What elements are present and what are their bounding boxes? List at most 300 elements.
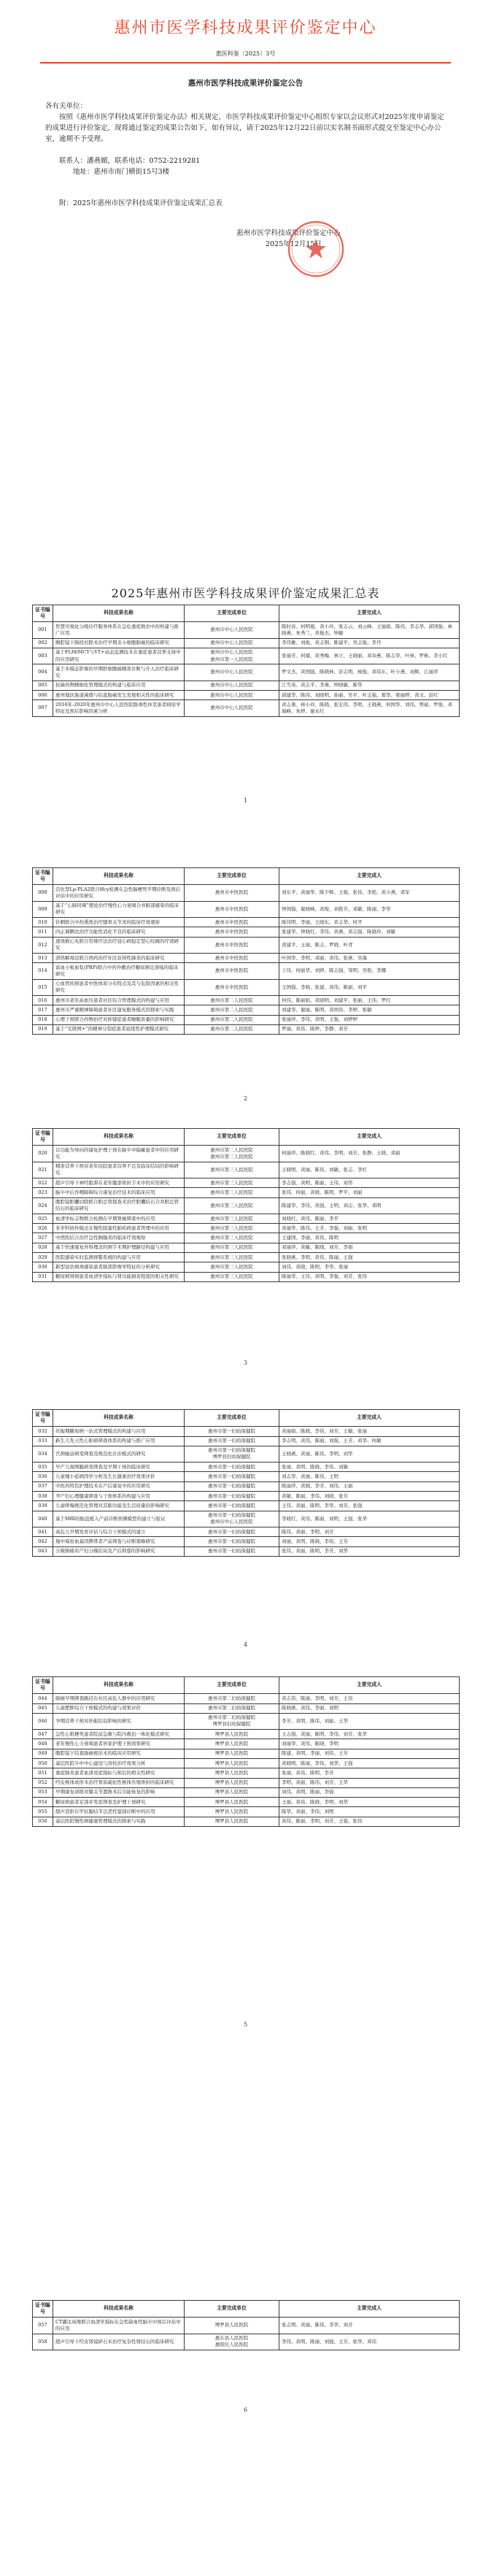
cell-cert-number: 037 <box>33 1481 53 1491</box>
table-row <box>33 1024 460 1034</box>
table-row <box>33 917 460 927</box>
cell-completing-units: 惠州市第三人民医院 <box>185 1233 279 1243</box>
cell-achievement-name: 超声引导下经皮肾镜碎石术治疗复杂性肾结石的临床研究 <box>53 2334 185 2350</box>
cell-completing-units: 惠州市第一妇幼保健院 <box>185 1427 279 1436</box>
table-header-row <box>33 1677 460 1694</box>
cell-cert-number: 050 <box>33 1759 53 1768</box>
cell-achievement-name: 惠州地区肠道菌群与结直肠癌发生发展相关性的临床研究 <box>53 690 185 699</box>
table-body <box>33 885 460 1035</box>
summary-title: 2025年惠州市医学科技成果评价鉴定成果汇总表 <box>111 586 380 600</box>
cell-completers: 张晓燕、李明、黄伟、陈丽、王强 <box>279 1253 460 1262</box>
cell-completers: 李晓红、黄伟、陈丽、刘明、王强、张华 <box>279 1511 460 1527</box>
table-row <box>33 1446 460 1462</box>
cell-completing-units: 惠州市第一妇幼保健院 <box>185 1527 279 1536</box>
summary-table <box>32 1128 460 1282</box>
cell-completers: 邱建华、陈伟、刘晓明、孙丽、吴平、叶志强、郑华、梁丽婷、黄文、彭红 <box>279 690 460 699</box>
table-row <box>33 681 460 690</box>
header-achievement-name: 科技成果名称 <box>53 1677 185 1694</box>
cell-cert-number: 049 <box>33 1749 53 1758</box>
cell-completing-units: 博罗县人民医院 <box>185 1739 279 1749</box>
table-row <box>33 1739 460 1749</box>
cell-completers: 黄敏、陈丽、李伟、刘晓、张芳 <box>279 1492 460 1501</box>
cell-achievement-name: 速效救心丸联合常规疗法治疗冠心病稳定型心绞痛的疗效研究 <box>53 937 185 953</box>
cell-completing-units: 惠州市第二人民医院 <box>185 1015 279 1024</box>
cell-achievement-name: 地中海贫血基因携带者产前筛查与诊断策略研究 <box>53 1537 185 1546</box>
signature-org: 惠州市医学科技成果评价鉴定中心 <box>236 229 341 237</box>
summary-table-page <box>32 1409 459 1557</box>
cell-achievement-name: 儿童哮喘规范化管理对其肺功能及生活质量的影响研究 <box>53 1501 185 1511</box>
summary-table-page <box>32 1128 459 1282</box>
cell-completing-units: 惠州市中心人民医院 <box>185 700 279 716</box>
table-header-row <box>33 1129 460 1146</box>
cell-completers: 陈丽华、王伟、黄明、李强、刘芳、张伟 <box>279 1272 460 1281</box>
table-row <box>33 979 460 995</box>
header-achievement-name: 科技成果名称 <box>53 605 185 622</box>
cell-achievement-name: 重症肺炎患者血清炎症指标与预后的相关性研究 <box>53 1768 185 1778</box>
cell-completers: 陈华、黄丽、李伟、刘明 <box>279 1807 460 1817</box>
cell-cert-number: 033 <box>33 1436 53 1446</box>
cell-completers: 王建国、李丽、黄伟、陈明 <box>279 1233 460 1243</box>
cell-achievement-name: 基层医院慢性病健康管理模式的探索与实践 <box>53 1817 185 1826</box>
table-row <box>33 885 460 901</box>
cell-cert-number: 017 <box>33 1005 53 1015</box>
table-row <box>33 953 460 962</box>
cell-completing-units: 博罗县人民医院 <box>185 1730 279 1739</box>
table-body <box>33 1694 460 1827</box>
address-line: 地址：惠州市南门横街15号3楼 <box>73 168 170 176</box>
cell-completers: 刘建华、谢丽、陈明、黄国伟、李婷、张敏 <box>279 1005 460 1015</box>
cell-completers: 黄志伟、陈丽、李明、刘芳、王伟 <box>279 1694 460 1703</box>
cell-completers: 陈建华、李伟、黄强、王明、刘志、张华、邓明 <box>279 1197 460 1214</box>
cell-completing-units: 惠州市中心人民医院 <box>185 638 279 648</box>
table-row <box>33 901 460 917</box>
header-completers: 主要完成人 <box>279 2301 460 2318</box>
cell-completers: 叶国华、李明、邓丽、黄伟、张燕、吴海 <box>279 953 460 962</box>
table-row <box>33 1501 460 1511</box>
cell-cert-number: 027 <box>33 1233 53 1243</box>
cell-cert-number: 008 <box>33 885 53 901</box>
cell-completing-units: 博罗县人民医院 <box>185 1749 279 1758</box>
table-row <box>33 1694 460 1703</box>
cell-completers: 何伟、陈丽娟、黄晓明、刘建平、张丽、王伟、罗红 <box>279 995 460 1005</box>
summary-table-page <box>32 605 459 717</box>
table-row <box>33 690 460 699</box>
cell-cert-number: 051 <box>33 1768 53 1778</box>
cell-completing-units: 惠州市中医医院 <box>185 953 279 962</box>
cell-completers: 张丽、黄明、陈晓、李伟、刘敏 <box>279 1463 460 1472</box>
salutation: 各有关单位： <box>45 102 88 110</box>
cell-cert-number: 013 <box>33 953 53 962</box>
cell-completing-units: 惠州市第二人民医院 <box>185 995 279 1005</box>
cell-completers: 黄建平、王丽、陈志、罗晓、叶青 <box>279 937 460 953</box>
cell-cert-number: 006 <box>33 690 53 699</box>
summary-table <box>32 605 460 717</box>
cell-completers: 王志强、黄丽、陈明、李伟、刘芳、张华 <box>279 1730 460 1739</box>
table-body <box>33 1146 460 1282</box>
cell-completing-units: 博罗县人民医院 <box>185 1787 279 1797</box>
cell-cert-number: 024 <box>33 1197 53 1214</box>
cell-completers: 张伟、黄丽、陈明、李芳、刘华 <box>279 1546 460 1556</box>
table-body <box>33 1427 460 1557</box>
cell-cert-number: 019 <box>33 1024 53 1034</box>
header-cert-number: 证书编号 <box>33 1129 53 1146</box>
cell-completers: 陈丽萍、黄晓、李芳、刘伟、王丽 <box>279 1481 460 1491</box>
cell-achievement-name: 早产儿视网膜病变筛查及早期干预的临床研究 <box>53 1463 185 1472</box>
cell-completers: 张伟、何丽、黄晓、陈明、罗平、刘丽 <box>279 1188 460 1197</box>
cell-completers: 王伟、黄丽、陈明、李华、刘芳、张强 <box>279 1501 460 1511</box>
cell-completing-units: 惠州市第三人民医院 <box>185 1162 279 1178</box>
header-completing-units: 主要完成单位 <box>185 1129 279 1146</box>
cell-completing-units: 惠州市第一妇幼保健院 <box>185 1463 279 1472</box>
cell-cert-number: 012 <box>33 937 53 953</box>
cell-achievement-name: 惠州市严重精神障碍患者社区康复服务模式的探索与实践 <box>53 1005 185 1015</box>
table-row <box>33 995 460 1005</box>
cell-completing-units: 惠州市第二人民医院 <box>185 1005 279 1015</box>
cell-completing-units: 惠州市第三人民医院 <box>185 1178 279 1187</box>
cell-completers: 李明、黄丽、陈伟、刘芳、王华 <box>279 1778 460 1787</box>
cell-achievement-name: 高危儿早期发育评估与综合干预模式的建立 <box>53 1527 185 1536</box>
table-row <box>33 1262 460 1272</box>
doc-number: 惠医科鉴〔2025〕3号 <box>215 50 276 57</box>
table-row <box>33 1778 460 1787</box>
cell-completing-units: 惠东县人民医院 惠阳区人民医院 <box>185 2334 279 2350</box>
cell-cert-number: 044 <box>33 1694 53 1703</box>
cell-cert-number: 053 <box>33 1787 53 1797</box>
cell-achievement-name: 孕产妇心理健康筛查与干预体系的构建与应用 <box>53 1492 185 1501</box>
cell-cert-number: 031 <box>33 1272 53 1281</box>
cell-achievement-name: 活化型Lp-PLA2联合Hcy检测在急性脑梗死早期诊断及预后评估中的应用研究 <box>53 885 185 901</box>
cell-cert-number: 018 <box>33 1015 53 1024</box>
cell-achievement-name: 肺癌早期筛查路径在社区高危人群中的应用研究 <box>53 1694 185 1703</box>
cell-achievement-name: 惠州市老年高血压患者社区综合管理模式的构建与应用 <box>53 995 185 1005</box>
cell-cert-number: 002 <box>33 638 53 648</box>
cell-cert-number: 020 <box>33 1146 53 1162</box>
cell-completing-units: 惠州市中医医院 <box>185 937 279 953</box>
cell-cert-number: 038 <box>33 1492 53 1501</box>
cell-achievement-name: 腹腔镜下结直肠癌根治术的临床应用研究 <box>53 1749 185 1758</box>
table-row <box>33 1472 460 1481</box>
cell-completing-units: 博罗县人民医院 <box>185 1817 279 1826</box>
cell-completing-units: 博罗县人民医院 <box>185 1807 279 1817</box>
cell-achievement-name: 胸腔镜下肺段切除术治疗早期非小细胞肺癌的临床研究 <box>53 638 185 648</box>
cell-completers: 张志明、黄丽、陈伟、李华、刘芳 <box>279 2318 460 2334</box>
cell-completing-units: 惠州市中医医院 <box>185 885 279 901</box>
cell-completing-units: 惠州市第三人民医院 <box>185 1243 279 1252</box>
cell-achievement-name: 儿童肥胖综合干预模式的构建与效果评价 <box>53 1703 185 1713</box>
cell-completers: 钟国强、谢晓峰、黄俊、刘艳芳、邓敏、陈丽、李华 <box>279 901 460 917</box>
cell-completing-units: 惠州市第二妇幼保健院 博罗县妇幼保健院 <box>185 1713 279 1729</box>
cell-achievement-name: CT灌注成像联合血清学指标在急性缺血性脑卒中预后评估中的应用 <box>53 2318 185 2334</box>
table-row <box>33 664 460 681</box>
table-row <box>33 1146 460 1162</box>
cell-achievement-name: 基于快速康复外科理念的围手术期护理路径构建与应用 <box>53 1243 185 1252</box>
cell-completing-units: 惠州市中医医院 <box>185 979 279 995</box>
table-header-row <box>33 1410 460 1427</box>
cell-completing-units: 博罗县人民医院 <box>185 1778 279 1787</box>
cell-completers: 陈建、黄明、李丽、刘伟、王芳 <box>279 1749 460 1758</box>
table-row <box>33 1759 460 1768</box>
cell-completers: 陈伟、黄丽、李明、刘芳 <box>279 1527 460 1536</box>
cell-cert-number: 005 <box>33 681 53 690</box>
header-cert-number: 证书编号 <box>33 1677 53 1694</box>
cell-cert-number: 055 <box>33 1807 53 1817</box>
summary-table-page <box>32 1676 459 1827</box>
cell-completers: 王丽、黄伟、陈晓、李明、刘华 <box>279 1798 460 1807</box>
table-row <box>33 638 460 648</box>
table-row <box>33 1713 460 1729</box>
cell-achievement-name: 儿童矮小症病因学分析及生长激素治疗效果评价 <box>53 1472 185 1481</box>
cell-cert-number: 007 <box>33 700 53 716</box>
cell-cert-number: 032 <box>33 1427 53 1436</box>
cell-achievement-name: 针刺联合中药熏洗治疗膝骨关节炎的临床疗效观察 <box>53 917 185 927</box>
table-row <box>33 1546 460 1556</box>
table-row <box>33 700 460 716</box>
cell-completers: 陈时春、何明德、黄小玲、张志云、刘云峰、王丽娟、陈伟、李志华、邱国强、林晓燕、朱秀兰、黄俊杰、钟敏 <box>279 622 460 638</box>
page-number: 2 <box>243 1095 248 1102</box>
cell-completing-units: 惠州市第一妇幼保健院 惠州市中心人民医院 <box>185 1511 279 1527</box>
header-cert-number: 证书编号 <box>33 868 53 885</box>
table-row <box>33 1537 460 1546</box>
cell-completers: 张丽芳、何斌、黄秀梅、林立、王晓丽、邓春燕、陈志华、叶林、罗彬、李小红 <box>279 648 460 664</box>
table-row <box>33 1463 460 1472</box>
summary-table <box>32 867 460 1035</box>
cell-cert-number: 023 <box>33 1188 53 1197</box>
cell-achievement-name: 妊娠期糖尿病一站式管理模式的构建与应用 <box>53 1427 185 1436</box>
cell-completers: 罗丽、黄伟、陈婷、李静、邓芳 <box>279 1024 460 1034</box>
cell-cert-number: 009 <box>33 901 53 917</box>
table-row <box>33 1703 460 1713</box>
table-row <box>33 1730 460 1739</box>
cell-completers: 王晓明、黄丽、陈伟、刘敏、张志、李红 <box>279 1162 460 1178</box>
table-row <box>33 1768 460 1778</box>
cell-completing-units: 惠州市中医医院 <box>185 901 279 917</box>
cell-cert-number: 039 <box>33 1501 53 1511</box>
header-completing-units: 主要完成单位 <box>185 868 279 885</box>
cell-completing-units: 惠州市中心人民医院 惠州市第一人民医院 <box>185 648 279 664</box>
table-row <box>33 1015 460 1024</box>
cell-achievement-name: 抗菌药物精细化管理模式的构建与临床应用 <box>53 681 185 690</box>
cell-completing-units: 惠州市中医医院 <box>185 917 279 927</box>
summary-table <box>32 1409 460 1557</box>
cell-cert-number: 011 <box>33 927 53 937</box>
cell-completers: 邓丽萍、黄敏、陈晓、刘芳、李娟 <box>279 1243 460 1252</box>
header-cert-number: 证书编号 <box>33 2301 53 2318</box>
cell-completing-units: 惠州市第三人民医院 <box>185 1272 279 1281</box>
cell-completing-units: 惠州市中医医院 <box>185 963 279 979</box>
cell-completers: 刘东平、黄丽华、陈少辉、王强、张伟、李艳、黄小燕、邓军 <box>279 885 460 901</box>
cell-completers: 丁伟、何丽华、刘婷、陈志强、邹明、吴艳、李娜 <box>279 963 460 979</box>
cell-achievement-name: 脑卒中后吞咽障碍综合康复治疗技术的临床应用 <box>53 1188 185 1197</box>
cell-achievement-name: 智慧可视化分级诊疗服务体系在急危重症救治中的构建与推广应用 <box>53 622 185 638</box>
cell-completers: 刘伟、黄明、陈丽、李强 <box>279 1787 460 1797</box>
table-row <box>33 1749 460 1758</box>
table-row <box>33 1436 460 1446</box>
cell-completing-units: 惠州市第二人民医院 惠州市第三人民医院 <box>185 1146 279 1162</box>
table-row <box>33 1197 460 1214</box>
header-completers: 主要完成人 <box>279 868 460 885</box>
cell-completing-units: 惠州市中心人民医院 <box>185 664 279 681</box>
cell-completers: 黄晓明、陈丽、李伟、刘华、王强 <box>279 1759 460 1768</box>
cell-achievement-name: 多学科协作模式在慢性阻塞性肺疾病患者管理中的应用 <box>53 1224 185 1233</box>
cell-cert-number: 048 <box>33 1739 53 1749</box>
cell-cert-number: 041 <box>33 1527 53 1536</box>
cell-cert-number: 043 <box>33 1546 53 1556</box>
cell-completing-units: 惠州市第一妇幼保健院 <box>185 1472 279 1481</box>
cell-completers: 黄丽娟、陈晓、李伟、刘芳、王敏、张丽 <box>279 1427 460 1436</box>
cell-completing-units: 惠州市第一妇幼保健院 <box>185 1501 279 1511</box>
header-achievement-name: 科技成果名称 <box>53 1129 185 1146</box>
header-completers: 主要完成人 <box>279 1129 460 1146</box>
cell-cert-number: 025 <box>33 1214 53 1223</box>
cell-completers: 陈伟明、李丽、王晓东、黄志华、何平 <box>279 917 460 927</box>
cell-completers: 刘丽、黄明、陈晓、李伟、王芳 <box>279 1537 460 1546</box>
cell-completers: 李芳、黄明、陈伟、刘丽、王华 <box>279 1713 460 1729</box>
cell-completers: 李志明、黄伟、陈丽、刘强、王芳、邓华、何敏 <box>279 1436 460 1446</box>
cell-achievement-name: 孕期营养干预对妊娠结局影响的研究 <box>53 1713 185 1729</box>
cell-achievement-name: 精准营养干预对老年住院患者营养不良及临床结局的影响研究 <box>53 1162 185 1178</box>
cell-completers: 刘志华、黄丽、陈伟、王明 <box>279 1472 460 1481</box>
cell-completers: 张丽、黄伟、陈明、李芳 <box>279 1768 460 1778</box>
cell-cert-number: 030 <box>33 1262 53 1272</box>
table-head <box>33 1129 460 1146</box>
table-row <box>33 1481 460 1491</box>
cell-cert-number: 001 <box>33 622 53 638</box>
cell-cert-number: 045 <box>33 1703 53 1713</box>
cell-completers: 王晓燕、黄丽、陈伟、李明、刘华 <box>279 1446 460 1462</box>
cell-cert-number: 003 <box>33 648 53 664</box>
table-head <box>33 1677 460 1694</box>
table-row <box>33 1178 460 1187</box>
notice-paragraph: 按照《惠州市医学科技成果评价鉴定办法》相关规定，市医学科技成果评价鉴定中心组织专家以会议形式对2025年度申请鉴定的成果进行评价鉴定，现将通过鉴定的成果公告如下，如有异议，请于2025年12月22日前以实名制书面形式提交至鉴定中心办公室，逾期不予受理。 <box>45 113 444 143</box>
header-completers: 主要完成人 <box>279 605 460 622</box>
cell-completing-units: 惠州市第一妇幼保健院 <box>185 1546 279 1556</box>
notice-body <box>45 101 445 250</box>
cell-achievement-name: 医院感染实时监测预警系统的构建与应用 <box>53 1253 185 1262</box>
table-row <box>33 1427 460 1436</box>
cell-cert-number: 028 <box>33 1243 53 1252</box>
org-header: 惠州市医学科技成果评价鉴定中心 <box>114 19 377 37</box>
cell-cert-number: 052 <box>33 1778 53 1787</box>
page-number: 5 <box>243 2021 248 2028</box>
cell-completing-units: 惠州市第二人民医院 <box>185 1024 279 1034</box>
header-cert-number: 证书编号 <box>33 605 53 622</box>
cell-completers: 何丽萍、陈晓红、黄伟、李明、刘芳、张静、王晓、邓丽 <box>279 1146 460 1162</box>
page-number: 3 <box>243 1360 248 1366</box>
cell-completing-units: 惠州市中心人民医院 <box>185 681 279 690</box>
header-completing-units: 主要完成单位 <box>185 605 279 622</box>
cell-completing-units: 博罗县人民医院 <box>185 1759 279 1768</box>
table-row <box>33 1527 460 1536</box>
table-body <box>33 2318 460 2350</box>
cell-completing-units: 惠州市第二妇幼保健院 <box>185 1703 279 1713</box>
table-head <box>33 2301 460 2318</box>
cell-cert-number: 054 <box>33 1798 53 1807</box>
cell-cert-number: 014 <box>33 963 53 979</box>
cell-achievement-name: 血清学标志物联合检测在早期胃癌筛查中的应用 <box>53 1214 185 1223</box>
cell-completers: 李伟雄、刘俊、黄志刚、陈建平、吴志强、李丹 <box>279 638 460 648</box>
attachment-line: 附：2025年惠州市医学科技成果评价鉴定成果汇总表 <box>59 199 223 207</box>
page-number: 6 <box>243 2407 248 2413</box>
cell-achievement-name: 基层医院卒中中心建设与溶栓治疗效果分析 <box>53 1759 185 1768</box>
table-row <box>33 927 460 937</box>
summary-table-page <box>32 2300 459 2350</box>
cell-achievement-name: 基于“互联网+”的精神分裂症患者延续性护理模式研究 <box>53 1024 185 1034</box>
cell-completing-units: 博罗县人民医院 <box>185 1798 279 1807</box>
cell-completing-units: 惠州市中心人民医院 <box>185 690 279 699</box>
cell-achievement-name: 糖尿病患者足部并发症筛查及护理干预研究 <box>53 1798 185 1807</box>
cell-cert-number: 058 <box>33 2334 53 2350</box>
table-row <box>33 1188 460 1197</box>
header-completing-units: 主要完成单位 <box>185 2301 279 2318</box>
cell-achievement-name: 新生儿先天性心脏病筛查体系的构建与推广应用 <box>53 1436 185 1446</box>
table-row <box>33 963 460 979</box>
seal-star-icon <box>306 239 326 258</box>
cell-cert-number: 036 <box>33 1472 53 1481</box>
table-row <box>33 1253 460 1262</box>
table-row <box>33 1798 460 1807</box>
cell-completers: 李志强、黄明、陈丽、王伟、刘华 <box>279 1178 460 1187</box>
table-row <box>33 1272 460 1281</box>
cell-achievement-name: 中医药特色护理技术在产后康复中的应用研究 <box>53 1481 185 1491</box>
cell-completers: 黄伟、陈丽、李明、刘芳、王强、张伟 <box>279 1817 460 1826</box>
header-achievement-name: 科技成果名称 <box>53 2301 185 2318</box>
contact-line: 联系人：潘燕媚，联系电话：0752-2219281 <box>59 157 201 165</box>
cell-completing-units: 惠州市第一妇幼保健院 <box>185 1436 279 1446</box>
cell-completers: 陈晓燕、黄伟、李丽、刘明 <box>279 1703 460 1713</box>
table-row <box>33 1243 460 1252</box>
cell-cert-number: 026 <box>33 1224 53 1233</box>
red-rule <box>40 62 451 64</box>
cell-completers: 张丽萍、李伟、黄明、王强、刘婷婷 <box>279 1015 460 1024</box>
table-row <box>33 2334 460 2350</box>
cell-achievement-name: 以功能为导向的康复护理干预在脑卒中偏瘫患者中的应用研究 <box>53 1146 185 1162</box>
cell-completing-units: 惠州市第一妇幼保健院 <box>185 1481 279 1491</box>
page-number: 1 <box>243 797 248 804</box>
table-row <box>33 1233 460 1243</box>
cell-cert-number: 040 <box>33 1511 53 1527</box>
cell-completers: 黄志勇、林小玲、陈晓、张宏伟、李明、王晓燕、何国华、刘伟、曾丽、罗俊、邓海峰、朱婷、谢永红 <box>279 700 460 716</box>
cell-completing-units: 惠州市第一妇幼保健院 博罗县妇幼保健院 <box>185 1446 279 1462</box>
cell-achievement-name: 经皮椎体成形术治疗骨质疏松性椎体压缩骨折的临床研究 <box>53 1778 185 1787</box>
table-row <box>33 622 460 638</box>
table-head <box>33 605 460 622</box>
cell-achievement-name: 腹腔镜胆囊切除联合胆总管探查术治疗胆囊结石合并胆总管结石的临床研究 <box>53 1197 185 1214</box>
header-completers: 主要完成人 <box>279 1410 460 1427</box>
cell-completing-units: 惠州市第三人民医院 <box>185 1188 279 1197</box>
signature-date: 2025年12月15日 <box>266 240 322 248</box>
cell-completing-units: 博罗县人民医院 <box>185 1768 279 1778</box>
header-completing-units: 主要完成单位 <box>185 1677 279 1694</box>
cell-cert-number: 021 <box>33 1162 53 1178</box>
cell-achievement-name: 中西医结合治疗急性胰腺炎的临床疗效观察 <box>53 1233 185 1243</box>
cell-achievement-name: 四正调脾法治疗功能性消化不良的临床研究 <box>53 927 185 937</box>
cell-achievement-name: 心理干预联合药物治疗对抑郁症患者睡眠质量的影响研究 <box>53 1015 185 1024</box>
cell-completers: 刘晓红、黄伟、陈丽、李平 <box>279 1214 460 1223</box>
cell-completing-units: 惠州市第一妇幼保健院 <box>185 1492 279 1501</box>
cell-cert-number: 015 <box>33 979 53 995</box>
cell-achievement-name: 分娩镇痛对产妇分娩结局及产后抑郁的影响研究 <box>53 1546 185 1556</box>
cell-cert-number: 004 <box>33 664 53 681</box>
cell-cert-number: 035 <box>33 1463 53 1472</box>
cell-completing-units: 惠州市第三人民医院 <box>185 1197 279 1214</box>
cell-cert-number: 056 <box>33 1817 53 1826</box>
table-row <box>33 2318 460 2334</box>
table-head <box>33 868 460 885</box>
header-achievement-name: 科技成果名称 <box>53 868 185 885</box>
cell-achievement-name: 宫颈癌前病变筛查及规范化诊治模式的研究 <box>53 1446 185 1462</box>
cell-completing-units: 惠州市第三人民医院 <box>185 1224 279 1233</box>
cell-completing-units: 惠州市中医医院 <box>185 927 279 937</box>
